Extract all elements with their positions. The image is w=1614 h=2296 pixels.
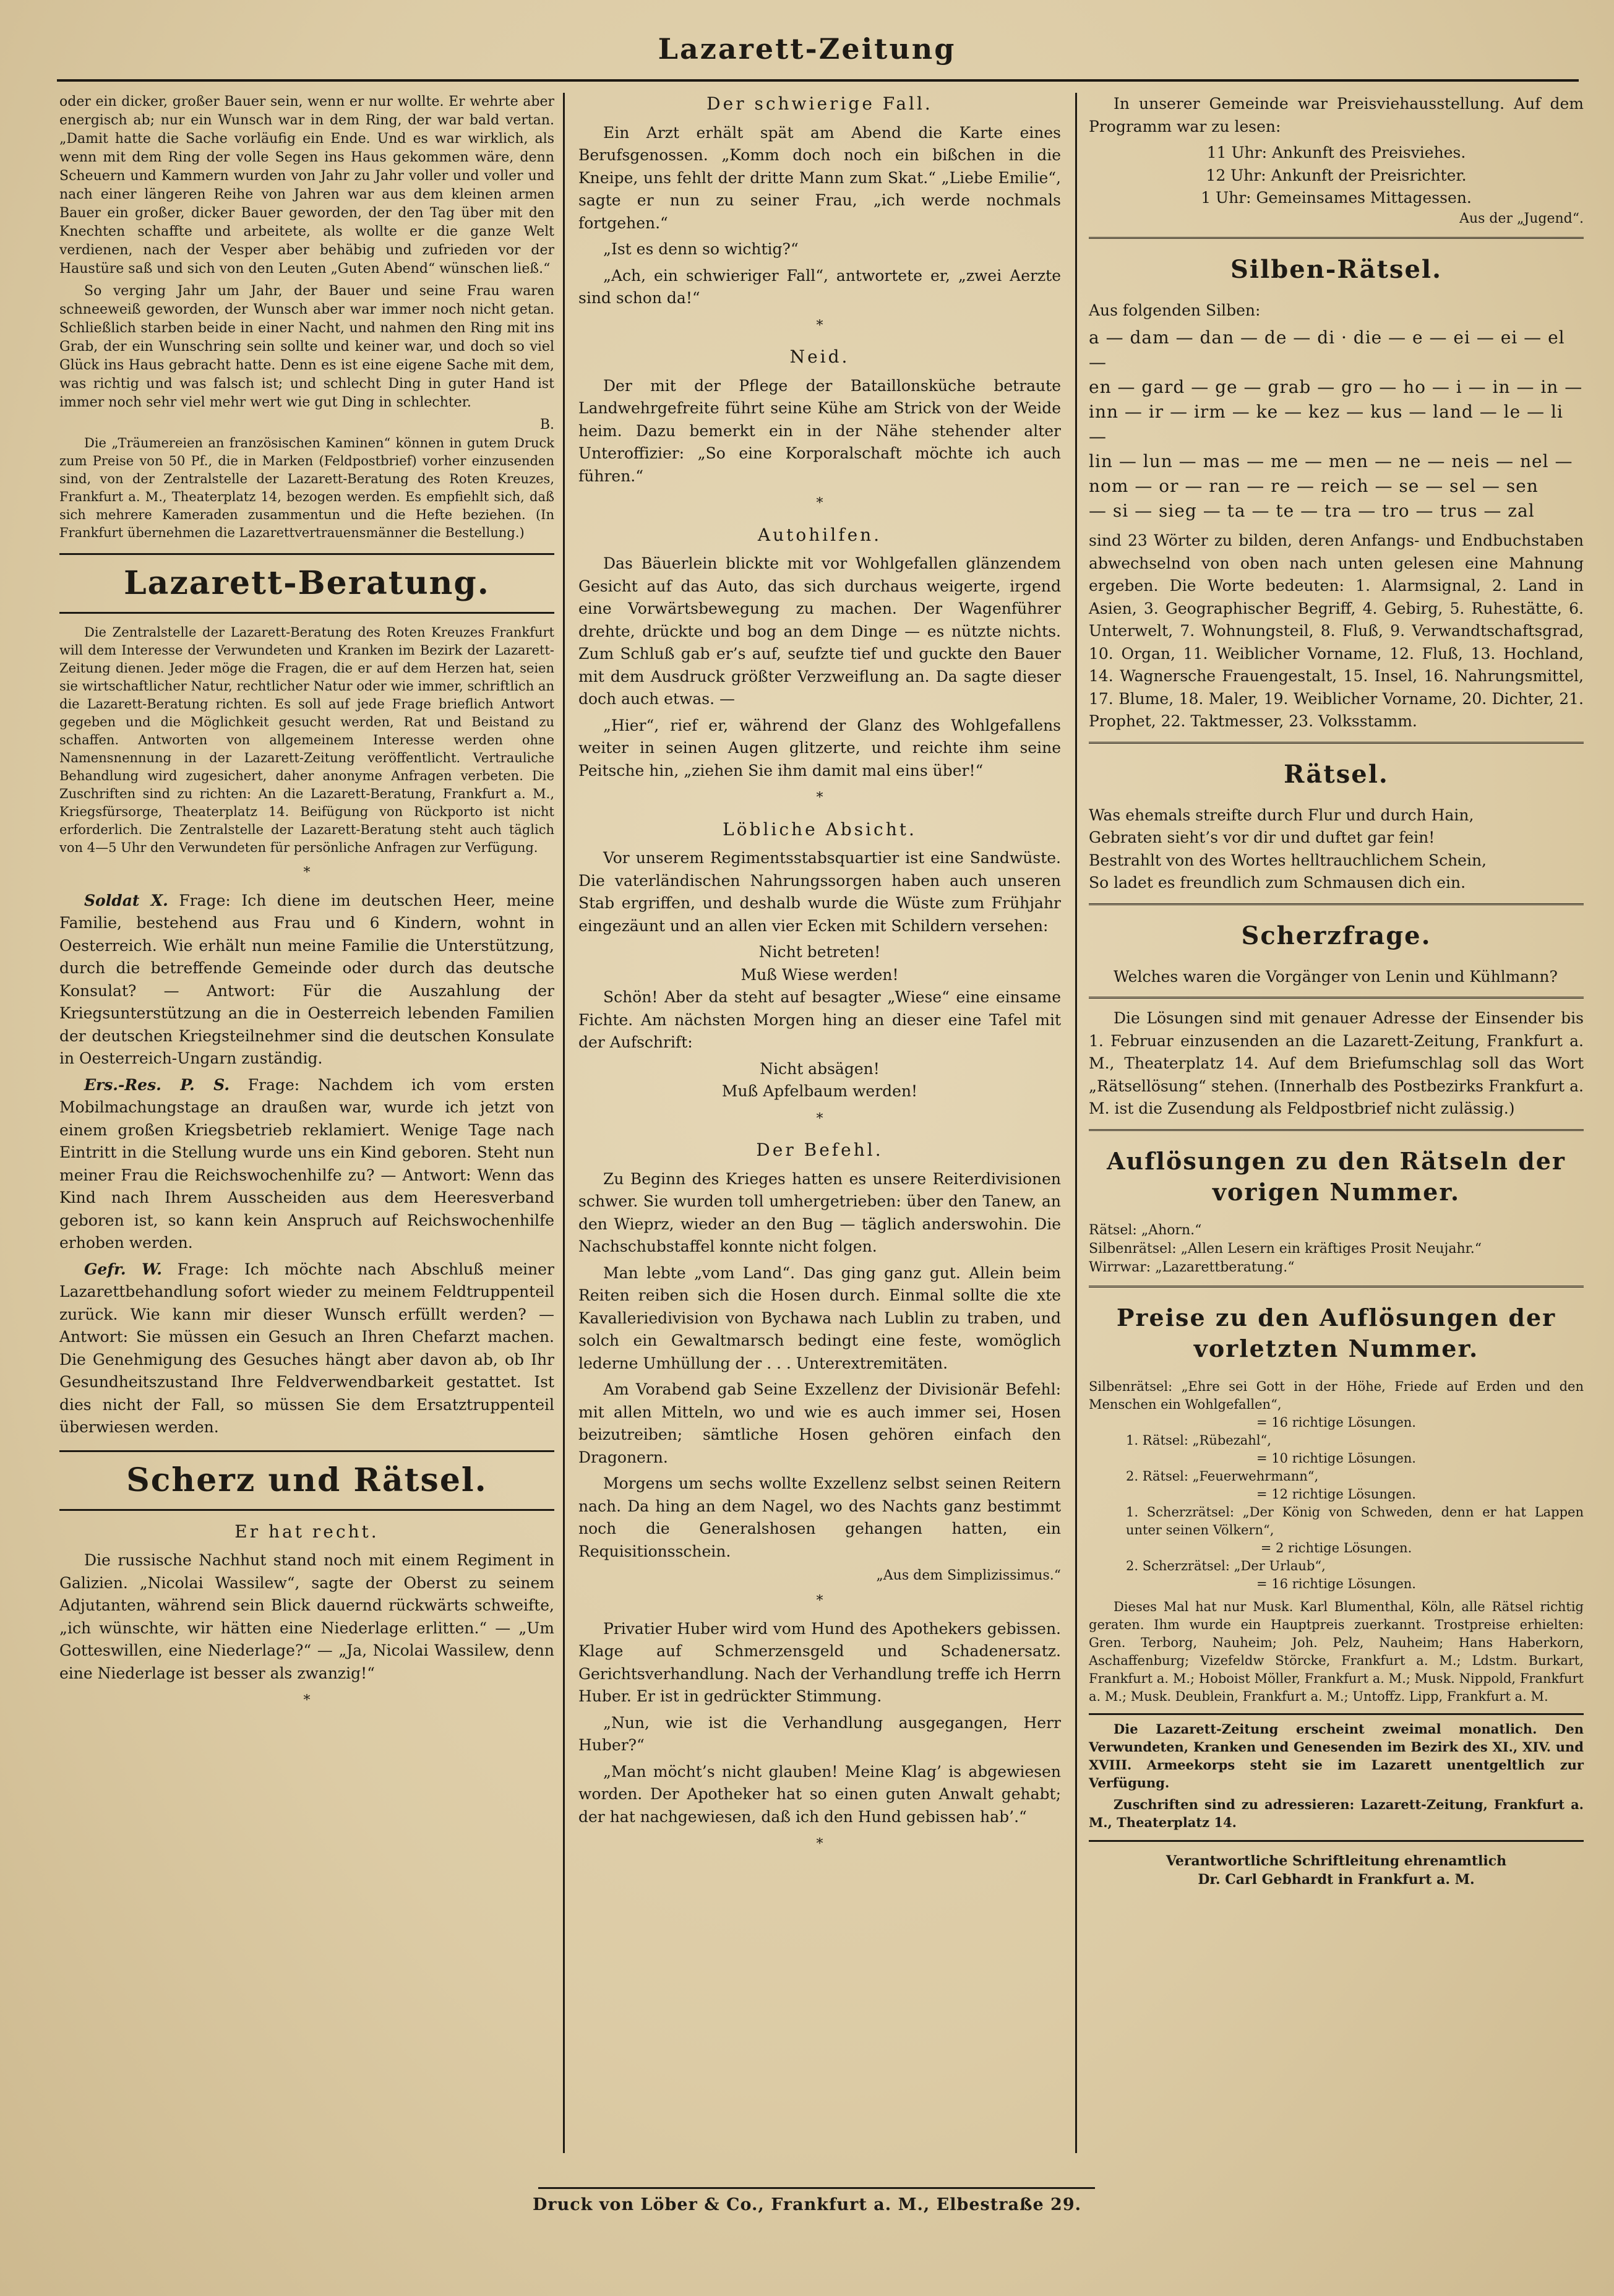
address-info: Zuschriften sind zu adressieren: Lazarett-Zeitung, Frankfurt a. M., Theaterplatz 14. bbox=[1089, 1796, 1584, 1830]
story-paragraph: oder ein dicker, großer Bauer sein, wenn er nur wollte. Er wehrte aber energisch ab; nur ein Wunsch war in dem Ring, der war bald vertan. „Damit hatte die Sache vorläufig ein Ende. Und es war wirklich, als wenn mit dem Ring der volle Segen ins Haus gekommen wäre, denn Scheuern und Kammern wurden von Jahr zu Jahr voller und voller und nach einer längeren Reihe von Jahren war aus dem kleinen armen Bauer ein großer, dicker Bauer geworden, der den Tag über mit den Knechten schaffte und arbeitete, als wollte er die ganze Welt verdienen, nach der Vesper aber behäbig und zufrieden vor der Haustüre saß und sich von den Leuten „Guten Abend“ wünschen ließ.“ bbox=[59, 94, 554, 277]
qa-entry bbox=[59, 890, 554, 1070]
article-body: „Man möcht’s nicht glauben! Meine Klag’ is abgewiesen worden. Der Apotheker hat so einen guten Anwalt gehabt; der hat nachgewiesen, daß ich den Hund gebissen hab’.“ bbox=[578, 1762, 1061, 1826]
article-body: Schön! Aber da steht auf besagter „Wiese“ eine einsame Fichte. Am nächsten Morgen hing an dieser eine Tafel mit der Aufschrift: bbox=[578, 988, 1061, 1051]
section-title-scherz: Scherz und Rätsel. bbox=[59, 1450, 554, 1511]
prize-count: = 16 richtige Lösungen. bbox=[1256, 1414, 1416, 1430]
section-title-raetsel: Rätsel. bbox=[1284, 759, 1389, 789]
article-body: „Hier“, rief er, während der Glanz des Wohlgefallens weiter in seinen Augen glitzerte, und reichte ihm seine Peitsche hin, „ziehen Sie ihm damit mal eins über!“ bbox=[578, 716, 1061, 780]
article-title: Löbliche Absicht. bbox=[723, 819, 917, 840]
separator-star: * bbox=[816, 1836, 823, 1852]
article-body: Das Bäuerlein blickte mit vor Wohlgefallen glänzendem Gesicht auf das Auto, das sich durchaus weigerte, irgend eine Vorwärtsbewegung zu machen. Der Wagenführer drehte, drückte und bog an dem Dinge — es nützte nichts. Zum Schluß gab er’s auf, seufzte tief und guckte den Bauer mit dem Ausdruck größter Verzweiflung an. Da sagte dieser doch auch etwas. — bbox=[578, 554, 1061, 708]
article-title: Der Befehl. bbox=[756, 1140, 883, 1160]
booklet-notice: Die „Träumereien an französischen Kaminen“ können in gutem Druck zum Preise von 50 Pf., die in Marken (Feldpostbrief) vorher einzusenden sind, von der Zentralstelle der Lazarett-Beratung des Roten Kreuzes, Frankfurt a. M., Theaterplatz 14, bezogen werden. Es empfiehlt sich, daß sich mehrere Kameraden zusammentun und die Hefte beziehen. (In Frankfurt übernehmen die Lazarettvertrauensmänner die Bestellung.) bbox=[59, 436, 554, 540]
separator-star: * bbox=[816, 1593, 823, 1609]
prize-count: = 16 richtige Lösungen. bbox=[1256, 1576, 1416, 1591]
separator-star: * bbox=[816, 790, 823, 806]
editor-line: Verantwortliche Schriftleitung ehrenamtlich bbox=[1165, 1852, 1507, 1869]
article-title: Er hat recht. bbox=[234, 1521, 379, 1542]
syllable-line: — si — sieg — ta — te — tra — tro — trus — zal bbox=[1089, 501, 1535, 521]
article-body: Zu Beginn des Krieges hatten es unsere Reiterdivisionen schwer. Sie wurden toll umhergetrieben: über den Tanew, an den Wieprz, wieder an den Bug — täglich anderswohin. Die Nachschubstaffel konnte nicht folgen. bbox=[578, 1169, 1061, 1255]
prize-entry: Silbenrätsel: „Ehre sei Gott in der Höhe, Friede auf Erden und den Menschen ein Wohlgefallen“, bbox=[1089, 1378, 1584, 1412]
separator-star: * bbox=[303, 1693, 311, 1708]
submission-info: Die Lösungen sind mit genauer Adresse der Einsender bis 1. Februar einzusenden an die Lazarett-Zeitung, Frankfurt a. M., Theaterplatz 14. Auf dem Briefumschlag soll das Wort „Rätsellösung“ stehen. (Innerhalb des Postbezirks Frankfurt a. M. ist die Zusendung als Feldpostbrief nicht zulässig.) bbox=[1089, 1009, 1584, 1117]
article-body: „Ist es denn so wichtig?“ bbox=[603, 240, 799, 258]
masthead-rule bbox=[57, 79, 1579, 82]
qa-name: Soldat X. bbox=[84, 891, 168, 909]
article-body: „Ach, ein schwieriger Fall“, antwortete er, „zwei Aerzte sind schon da!“ bbox=[578, 266, 1061, 307]
qa-text: Frage: Nachdem ich vom ersten Mobilmachungstage an draußen war, wurde ich jetzt von einem großen Kriegsbetrieb reklamiert. Wenige Tage nach Eintritt in die Stellung wurde uns ein Kind geboren. Steht nun meiner Frau die Reichswochenhilfe zu? — Antwort: Wenn das Kind nach Ihrem Ausscheiden aus dem Heeresverband geboren ist, so kann kein Anspruch auf Reichswochenhilfe erhoben werden. bbox=[59, 1075, 554, 1252]
prize-count: = 12 richtige Lösungen. bbox=[1256, 1486, 1416, 1502]
article-body: Ein Arzt erhält spät am Abend die Karte eines Berufsgenossen. „Komm doch noch ein bißchen in die Kneipe, uns fehlt der dritte Mann zum Skat.“ „Liebe Emilie“, sagte er nun zu seiner Frau, „ich werde nochmals fortgehen.“ bbox=[578, 123, 1061, 232]
sign-text: Nicht absägen! bbox=[760, 1059, 880, 1078]
column-middle bbox=[578, 93, 1061, 1861]
separator-star: * bbox=[816, 317, 823, 333]
article-title: Neid. bbox=[789, 346, 850, 367]
story-paragraph: So verging Jahr um Jahr, der Bauer und seine Frau waren schneeweiß geworden, der Wunsch aber war immer noch nicht getan. Schließlich starben beide in einer Nacht, und nahmen den Ring mit ins Grab, der ein Wunschring sein sollte und keiner war, und doch so viel Glück ins Haus gebracht hatte. Denn es ist eine eigene Sache mit dem, was richtig und was falsch ist; und schlecht Ding in guter Hand ist immer noch sehr viel mehr wert wie gut Ding in schlechter. bbox=[59, 283, 554, 410]
publication-info: Die Lazarett-Zeitung erscheint zweimal monatlich. Den Verwundeten, Kranken und Genesenden im Bezirk des XI., XIV. und XVIII. Armeekorps steht sie im Lazarett unentgeltlich zur Verfügung. bbox=[1089, 1721, 1584, 1791]
column-divider-2 bbox=[1075, 93, 1077, 2153]
article-body: Vor unserem Regimentsstabsquartier ist eine Sandwüste. Die vaterländischen Nahrungssorgen haben auch unseren Stab ergriffen, und deshalb wurde die Wüste zum Frühjahr eingezäunt und an allen vier Ecken mit Schildern versehen: bbox=[578, 849, 1061, 935]
qa-entry bbox=[59, 1074, 554, 1255]
article-body: „Nun, wie ist die Verhandlung ausgegangen, Herr Huber?“ bbox=[578, 1713, 1061, 1754]
syllable-line: en — gard — ge — grab — gro — ho — i — in — in — bbox=[1089, 377, 1583, 397]
beratung-intro: Die Zentralstelle der Lazarett-Beratung des Roten Kreuzes Frankfurt will dem Interesse der Verwundeten und Kranken im Bezirk der Lazarett-Zeitung dienen. Jeder möge die Fragen, die er auf dem Herzen hat, seien sie wirtschaftlicher Natur, rechtlicher Natur oder wie immer, schriftlich an die Lazarett-Beratung richten. Es soll auf jede Frage brieflich Antwort gegeben und die Möglichkeit gesucht werden, Rat und Beistand zu schaffen. Antworten von allgemeinem Interesse werden ohne Namensnennung in der Lazarett-Zeitung veröffentlicht. Vertrauliche Behandlung wird zugesichert, daher anonyme Anfragen verbeten. Die Zuschriften sind zu richten: An die Lazarett-Beratung, Frankfurt a. M., Kriegsfürsorge, Theaterplatz 14. Beifügung von Rückporto ist nicht erforderlich. Die Zentralstelle der Lazarett-Beratung steht auch täglich von 4—5 Uhr den Verwundeten für persönliche Anfragen zur Verfügung. bbox=[59, 625, 554, 855]
riddle-line: Bestrahlt von des Wortes helltrauchlichem Schein, bbox=[1089, 851, 1487, 869]
divider bbox=[1089, 1286, 1584, 1288]
section-title-aufloesungen: Auflösungen zu den Rätseln der vorigen Nummer. bbox=[1107, 1146, 1566, 1206]
article-body: In unserer Gemeinde war Preisviehausstellung. Auf dem Programm war zu lesen: bbox=[1089, 95, 1584, 135]
puzzle-text: Welches waren die Vorgänger von Lenin und Kühlmann? bbox=[1114, 967, 1558, 986]
syllable-line: inn — ir — irm — ke — kez — kus — land — le — li — bbox=[1089, 402, 1563, 447]
riddle-line: Gebraten sieht’s vor dir und duftet gar fein! bbox=[1089, 828, 1435, 846]
article-source: Aus der „Jugend“. bbox=[1459, 210, 1584, 226]
syllable-line: nom — or — ran — re — reich — se — sel — sen bbox=[1089, 476, 1539, 496]
winners-list: Dieses Mal hat nur Musk. Karl Blumenthal, Köln, alle Rätsel richtig geraten. Ihm wurde ein Hauptpreis zuerkannt. Trostpreise erhielten: Gren. Terborg, Nauheim; Joh. Pelz, Nauheim; Hans Haberkorn, Aschaffenburg; Vizefeldw Störcke, Frankfurt a. M.; Ldstm. Burkart, Frankfurt a. M.; Hoboist Möller, Frankfurt a. M.; Musk. Nippold, Frankfurt a. M.; Musk. Deublein, Frankfurt a. M.; Untoffz. Lipp, Frankfurt a. M. bbox=[1089, 1599, 1584, 1704]
solution-line: Rätsel: „Ahorn.“ bbox=[1089, 1222, 1202, 1238]
puzzle-text: sind 23 Wörter zu bilden, deren Anfangs- und Endbuchstaben abwechselnd von oben nach unten gelesen eine Mahnung ergeben. Die Worte bedeuten: 1. Alarmsignal, 2. Land in Asien, 3. Geographischer Begriff, 4. Gebirg, 5. Ruhestätte, 6. Unterwelt, 7. Wohnungsteil, 8. Fluß, 9. Verwandtschaftsgrad, 10. Organ, 11. Weiblicher Vorname, 12. Fluß, 13. Hochland, 14. Wagnersche Frauengestalt, 15. Insel, 16. Nahrungsmittel, 17. Blume, 18. Maler, 19. Weiblicher Vorname, 20. Dichter, 21. Prophet, 22. Taktmesser, 23. Volksstamm. bbox=[1089, 531, 1584, 730]
sign-text: Nicht betreten! bbox=[758, 943, 881, 961]
program-line: 12 Uhr: Ankunft der Preisrichter. bbox=[1206, 166, 1467, 184]
separator-star: * bbox=[303, 865, 311, 880]
section-title-scherzfrage: Scherzfrage. bbox=[1241, 921, 1432, 950]
article-body: Der mit der Pflege der Bataillonsküche betraute Landwehrgefreite führt seine Kühe am Strick von der Weide heim. Dazu bemerkt ein in der Nähe stehender alter Unteroffizier: „So eine Korporalschaft möchte ich auch führen.“ bbox=[578, 376, 1061, 485]
prize-entry: 1. Rätsel: „Rübezahl“, bbox=[1126, 1432, 1271, 1448]
story-signature: B. bbox=[539, 417, 554, 432]
section-title-beratung: Lazarett-Beratung. bbox=[59, 553, 554, 614]
article-title: Autohilfen. bbox=[757, 524, 882, 545]
syllable-line: lin — lun — mas — me — men — ne — neis — nel — bbox=[1089, 451, 1573, 471]
column-left bbox=[59, 93, 554, 1718]
puzzle-intro: Aus folgenden Silben: bbox=[1089, 301, 1261, 319]
divider bbox=[1089, 1129, 1584, 1131]
syllable-line: a — dam — dan — de — di · die — e — ei — ei — el — bbox=[1089, 327, 1565, 372]
program-line: 1 Uhr: Gemeinsames Mittagessen. bbox=[1201, 189, 1472, 207]
footer-rule bbox=[538, 2187, 1095, 2189]
article-body: Die russische Nachhut stand noch mit einem Regiment in Galizien. „Nicolai Wassilew“, sagte der Oberst zu seinem Adjutanten, während sein Blick dauernd rückwärts schweifte, „ich wünschte, wir hätten eine Niederlage erlitten.“ — „Um Gotteswillen, eine Niederlage?“ — „Ja, Nicolai Wassilew, denn eine Niederlage ist besser als zwanzig!“ bbox=[59, 1551, 554, 1682]
section-title-silben: Silben-Rätsel. bbox=[1230, 254, 1443, 284]
section-title-preise: Preise zu den Auflösungen der vorletzten Nummer. bbox=[1116, 1303, 1556, 1362]
printer-imprint: Druck von Löber & Co., Frankfurt a. M., Elbestraße 29. bbox=[532, 2195, 1082, 2214]
column-divider-1 bbox=[563, 93, 565, 2153]
solution-line: Silbenrätsel: „Allen Lesern ein kräftiges Prosit Neujahr.“ bbox=[1089, 1240, 1482, 1257]
solution-line: Wirrwar: „Lazarettberatung.“ bbox=[1089, 1259, 1295, 1275]
article-body: Am Vorabend gab Seine Exzellenz der Divisionär Befehl: mit allen Mitteln, wo und wie es auch immer sei, Hosen beizutreiben; sämtliche Hosen gehören einfach den Dragonern. bbox=[578, 1380, 1061, 1466]
riddle-line: So ladet es freundlich zum Schmausen dich ein. bbox=[1089, 874, 1466, 892]
divider bbox=[1089, 903, 1584, 905]
prize-entry: 2. Scherzrätsel: „Der Urlaub“, bbox=[1126, 1558, 1326, 1573]
riddle-line: Was ehemals streifte durch Flur und durch Hain, bbox=[1089, 806, 1474, 824]
divider bbox=[1089, 237, 1584, 239]
qa-text: Frage: Ich möchte nach Abschluß meiner Lazarettbehandlung sofort wieder zu meinem Feldtruppenteil zurück. Wie kann mir dieser Wunsch erfüllt werden? — Antwort: Sie müssen ein Gesuch an Ihren Chefarzt machen. Die Genehmigung des Gesuches hängt aber davon ab, ob Ihr Gesundheitszustand Ihre Feldverwendbarkeit gestattet. Ist dies nicht der Fall, so müssen Sie dem Ersatztruppenteil überwiesen werden. bbox=[59, 1260, 554, 1436]
article-body: Man lebte „vom Land“. Das ging ganz gut. Allein beim Reiten reiben sich die Hosen durch. Einmal sollte die xte Kavalleriedivision von Bychawa nach Lublin zu traben, und solch ein Gewaltmarsch bedingt eine feste, womöglich lederne Umhüllung der . . . Unterextremitäten. bbox=[578, 1263, 1061, 1372]
article-title: Der schwierige Fall. bbox=[706, 93, 933, 114]
prize-count: = 10 richtige Lösungen. bbox=[1256, 1450, 1416, 1466]
sign-text: Muß Apfelbaum werden! bbox=[721, 1082, 918, 1100]
separator-star: * bbox=[816, 496, 823, 511]
prize-entry: 1. Scherzrätsel: „Der König von Schweden, denn er hat Lappen unter seinen Völkern“, bbox=[1126, 1504, 1584, 1537]
article-source: „Aus dem Simplizissimus.“ bbox=[876, 1568, 1061, 1583]
publication-info-box bbox=[1089, 1713, 1584, 1842]
qa-text: Frage: Ich diene im deutschen Heer, meine Familie, bestehend aus Frau und 6 Kindern, wohnt in Oesterreich. Wie erhält nun meine Familie die Unterstützung, durch die betreffende Gemeinde oder durch das deutsche Konsulat? — Antwort: Für die Auszahlung der Kriegsunterstützung an die in Oesterreich lebenden Familien der deutschen Kriegsteilnehmer sind die deutschen Konsulate in Oesterreich-Ungarn zuständig. bbox=[59, 891, 555, 1067]
article-body: Privatier Huber wird vom Hund des Apothekers gebissen. Klage auf Schmerzensgeld und Schadenersatz. Gerichtsverhandlung. Nach der Verhandlung treffe ich Herrn Huber. Er ist in gedrückter Stimmung. bbox=[578, 1619, 1061, 1705]
divider bbox=[1089, 997, 1584, 999]
qa-name: Ers.-Res. P. S. bbox=[84, 1075, 230, 1094]
sign-text: Muß Wiese werden! bbox=[740, 965, 899, 984]
program-line: 11 Uhr: Ankunft des Preisviehes. bbox=[1206, 144, 1466, 161]
column-right bbox=[1089, 93, 1584, 1889]
editor-name: Dr. Carl Gebhardt in Frankfurt a. M. bbox=[1198, 1871, 1475, 1888]
divider bbox=[1089, 742, 1584, 744]
masthead-title: Lazarett-Zeitung bbox=[658, 32, 956, 66]
prize-entry: 2. Rätsel: „Feuerwehrmann“, bbox=[1126, 1468, 1319, 1484]
qa-entry bbox=[59, 1258, 554, 1439]
prize-count: = 2 richtige Lösungen. bbox=[1260, 1540, 1412, 1555]
article-body: Morgens um sechs wollte Exzellenz selbst seinen Reitern nach. Da hing an dem Nagel, wo des Nachts ganz bestimmt noch die Generalshosen gehangen hatten, ein Requisitionsschein. bbox=[578, 1474, 1061, 1560]
separator-star: * bbox=[816, 1111, 823, 1127]
qa-name: Gefr. W. bbox=[84, 1260, 163, 1278]
